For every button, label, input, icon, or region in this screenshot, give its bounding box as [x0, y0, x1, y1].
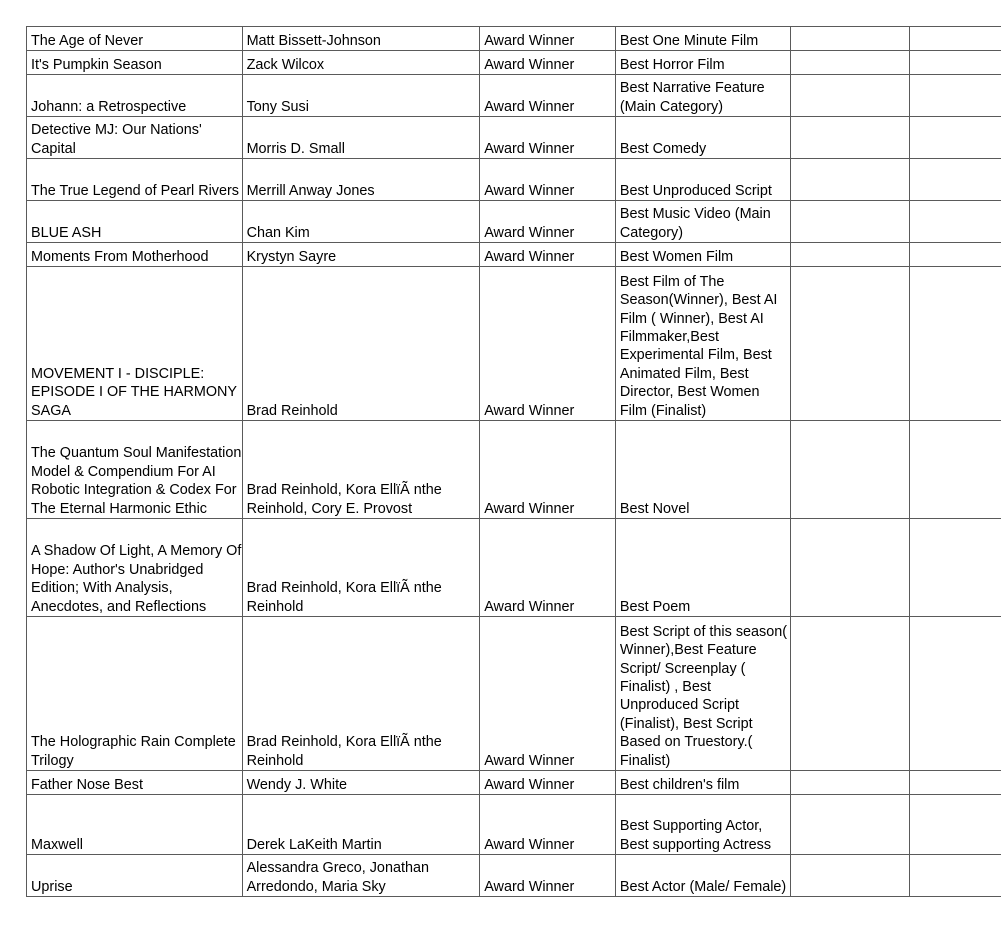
empty-cell — [910, 421, 1001, 519]
status-cell: Award Winner — [480, 519, 616, 617]
table-row — [27, 421, 1001, 519]
creator-cell: Zack Wilcox — [242, 51, 480, 75]
title-cell: Moments From Motherhood — [27, 243, 243, 267]
creator-cell: Derek LaKeith Martin — [242, 795, 480, 855]
category-cell: Best One Minute Film — [615, 27, 791, 51]
creator-cell: Krystyn Sayre — [242, 243, 480, 267]
title-cell: A Shadow Of Light, A Memory Of Hope: Author's Unabridged Edition; With Analysis, Anecdotes, and Reflections — [27, 519, 243, 617]
status-cell: Award Winner — [480, 795, 616, 855]
creator-cell: Merrill Anway Jones — [242, 159, 480, 201]
category-cell: Best Script of this season( Winner),Best Feature Script/ Screenplay ( Finalist) , Best Unproduced Script (Finalist), Best Script Based on Truestory.( Finalist) — [615, 617, 791, 771]
title-cell: Johann: a Retrospective — [27, 75, 243, 117]
table-row — [27, 159, 1001, 201]
category-cell: Best Supporting Actor, Best supporting Actress — [615, 795, 791, 855]
table-row — [27, 519, 1001, 617]
empty-cell — [910, 117, 1001, 159]
category-cell: Best Women Film — [615, 243, 791, 267]
category-cell: Best Unproduced Script — [615, 159, 791, 201]
category-cell: Best Novel — [615, 421, 791, 519]
table-row — [27, 771, 1001, 795]
category-cell: Best Music Video (Main Category) — [615, 201, 791, 243]
empty-cell — [791, 75, 910, 117]
creator-cell: Wendy J. White — [242, 771, 480, 795]
empty-cell — [910, 159, 1001, 201]
title-cell: BLUE ASH — [27, 201, 243, 243]
title-cell: Uprise — [27, 855, 243, 897]
creator-cell: Chan Kim — [242, 201, 480, 243]
empty-cell — [910, 201, 1001, 243]
empty-cell — [910, 27, 1001, 51]
category-cell: Best Actor (Male/ Female) — [615, 855, 791, 897]
status-cell: Award Winner — [480, 855, 616, 897]
status-cell: Award Winner — [480, 421, 616, 519]
empty-cell — [791, 855, 910, 897]
table-row — [27, 267, 1001, 421]
title-cell: Detective MJ: Our Nations' Capital — [27, 117, 243, 159]
status-cell: Award Winner — [480, 243, 616, 267]
creator-cell: Morris D. Small — [242, 117, 480, 159]
empty-cell — [910, 519, 1001, 617]
title-cell: Maxwell — [27, 795, 243, 855]
empty-cell — [791, 795, 910, 855]
empty-cell — [910, 771, 1001, 795]
table-row — [27, 243, 1001, 267]
status-cell: Award Winner — [480, 159, 616, 201]
status-cell: Award Winner — [480, 267, 616, 421]
empty-cell — [791, 519, 910, 617]
empty-cell — [791, 267, 910, 421]
category-cell: Best Film of The Season(Winner), Best AI Film ( Winner), Best AI Filmmaker,Best Experimental Film, Best Animated Film, Best Director, Best Women Film (Finalist) — [615, 267, 791, 421]
table-row — [27, 201, 1001, 243]
creator-cell: Brad Reinhold, Kora EllïÃ nthe Reinhold — [242, 519, 480, 617]
empty-cell — [791, 771, 910, 795]
table-row — [27, 617, 1001, 771]
status-cell: Award Winner — [480, 51, 616, 75]
empty-cell — [910, 795, 1001, 855]
empty-cell — [910, 243, 1001, 267]
status-cell: Award Winner — [480, 75, 616, 117]
empty-cell — [791, 159, 910, 201]
title-cell: MOVEMENT I - DISCIPLE: EPISODE I OF THE HARMONY SAGA — [27, 267, 243, 421]
empty-cell — [791, 201, 910, 243]
empty-cell — [791, 421, 910, 519]
empty-cell — [791, 243, 910, 267]
category-cell: Best Poem — [615, 519, 791, 617]
table-row — [27, 795, 1001, 855]
table-row — [27, 117, 1001, 159]
empty-cell — [791, 117, 910, 159]
category-cell: Best Narrative Feature (Main Category) — [615, 75, 791, 117]
empty-cell — [791, 617, 910, 771]
empty-cell — [791, 51, 910, 75]
table-row — [27, 75, 1001, 117]
title-cell: Father Nose Best — [27, 771, 243, 795]
empty-cell — [910, 75, 1001, 117]
title-cell: The Quantum Soul Manifestation Model & Compendium For AI Robotic Integration & Codex For The Eternal Harmonic Ethic — [27, 421, 243, 519]
status-cell: Award Winner — [480, 771, 616, 795]
creator-cell: Brad Reinhold — [242, 267, 480, 421]
table-row — [27, 855, 1001, 897]
creator-cell: Brad Reinhold, Kora EllïÃ nthe Reinhold, Cory E. Provost — [242, 421, 480, 519]
title-cell: The Holographic Rain Complete Trilogy — [27, 617, 243, 771]
title-cell: It's Pumpkin Season — [27, 51, 243, 75]
status-cell: Award Winner — [480, 201, 616, 243]
creator-cell: Alessandra Greco, Jonathan Arredondo, Maria Sky — [242, 855, 480, 897]
category-cell: Best children's film — [615, 771, 791, 795]
title-cell: The Age of Never — [27, 27, 243, 51]
title-cell: The True Legend of Pearl Rivers — [27, 159, 243, 201]
status-cell: Award Winner — [480, 117, 616, 159]
empty-cell — [910, 617, 1001, 771]
status-cell: Award Winner — [480, 617, 616, 771]
table-row — [27, 27, 1001, 51]
creator-cell: Tony Susi — [242, 75, 480, 117]
table-row — [27, 51, 1001, 75]
creator-cell: Matt Bissett-Johnson — [242, 27, 480, 51]
category-cell: Best Comedy — [615, 117, 791, 159]
category-cell: Best Horror Film — [615, 51, 791, 75]
empty-cell — [910, 267, 1001, 421]
creator-cell: Brad Reinhold, Kora EllïÃ nthe Reinhold — [242, 617, 480, 771]
empty-cell — [791, 27, 910, 51]
empty-cell — [910, 51, 1001, 75]
status-cell: Award Winner — [480, 27, 616, 51]
awards-table — [26, 26, 1001, 897]
empty-cell — [910, 855, 1001, 897]
